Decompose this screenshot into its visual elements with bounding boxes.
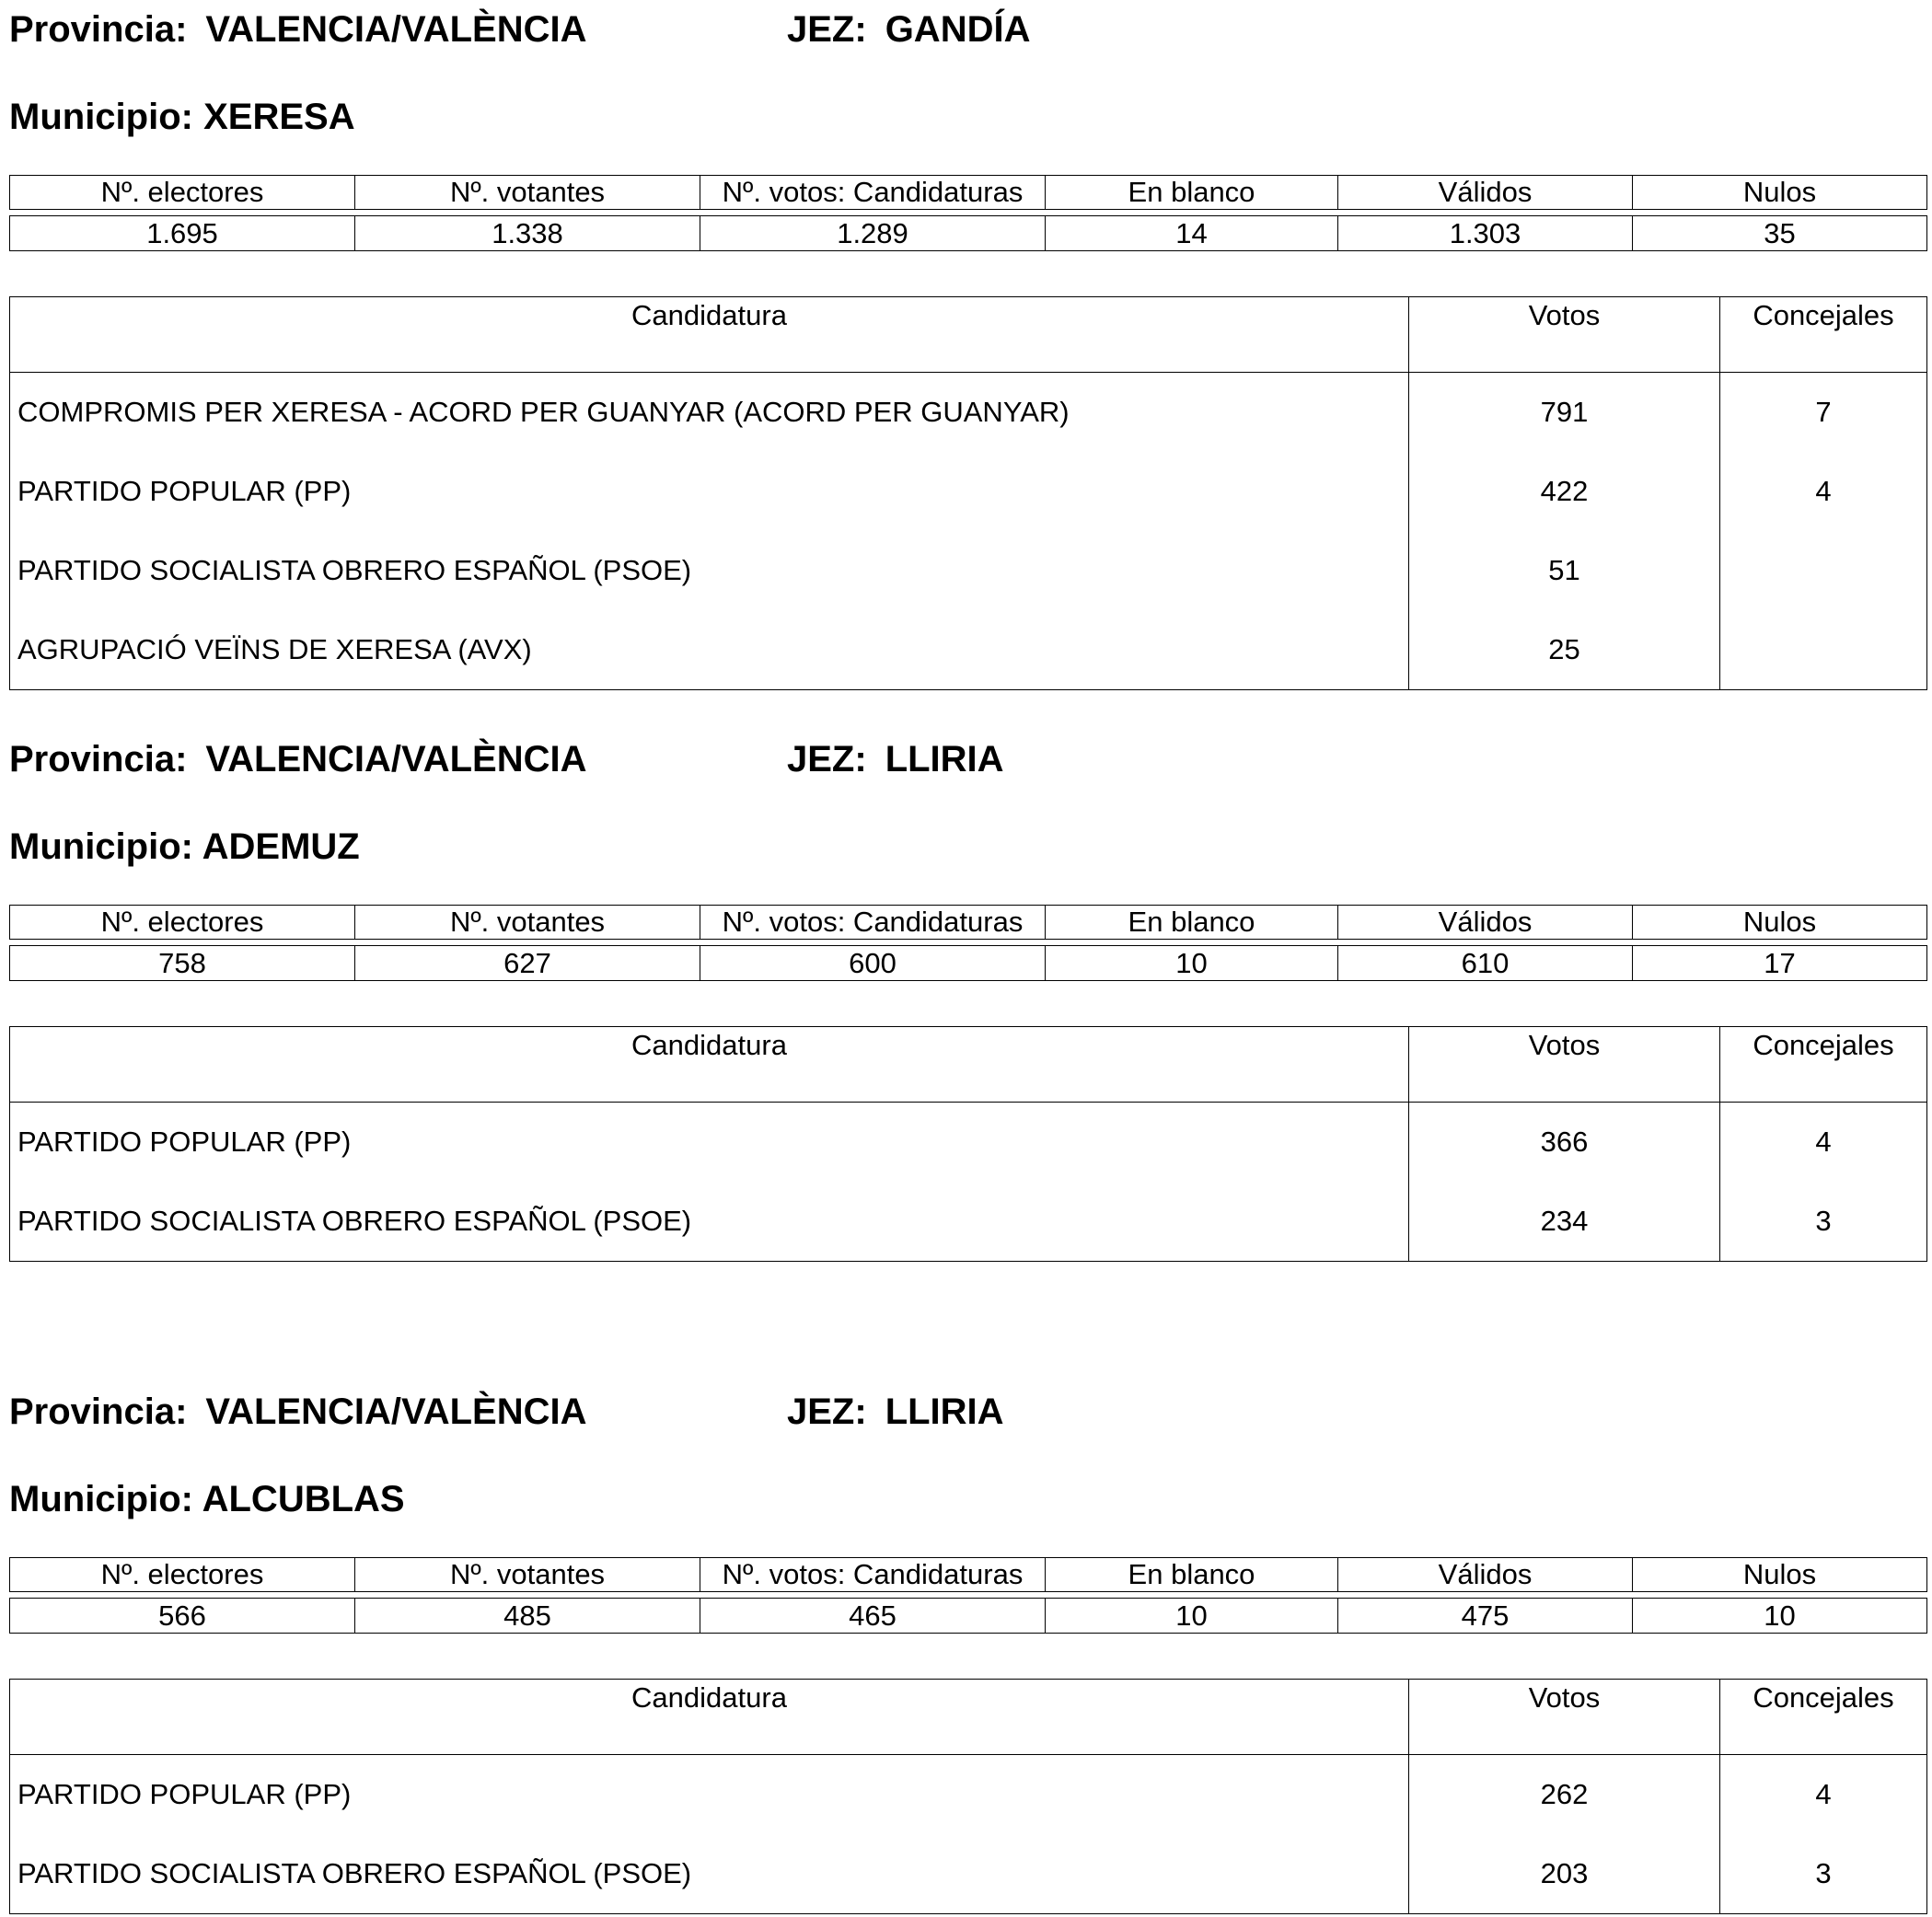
- provincia-label: Provincia:: [9, 739, 188, 780]
- stats-value-row: [10, 946, 1927, 981]
- stats-header-row: [10, 1558, 1927, 1592]
- stats-header-row: [10, 176, 1927, 210]
- stats-nulos: 10: [1633, 1599, 1927, 1634]
- jez-heading: [787, 737, 1004, 781]
- stats-header-votos-candidaturas: Nº. votos: Candidaturas: [700, 906, 1046, 940]
- candidaturas-header-row: [10, 297, 1927, 373]
- header-candidatura: Candidatura: [10, 297, 1409, 373]
- municipio-value: XERESA: [203, 97, 355, 137]
- header-votos: Votos: [1409, 1680, 1720, 1755]
- stats-header-votantes: Nº. votantes: [355, 1558, 700, 1592]
- municipio-label: Municipio:: [9, 97, 193, 137]
- candidaturas-header-row: [10, 1680, 1927, 1755]
- municipio-heading: [9, 825, 360, 869]
- candidatura-concejales: 4: [1720, 452, 1927, 531]
- candidatura-votos: 422: [1409, 452, 1720, 531]
- jez-value: GANDÍA: [885, 9, 1031, 50]
- jez-label: JEZ:: [787, 1392, 867, 1432]
- provincia-value: VALENCIA/VALÈNCIA: [205, 9, 587, 50]
- candidatura-concejales: [1720, 531, 1927, 610]
- stats-votantes: 627: [355, 946, 700, 981]
- candidaturas-table: [9, 1679, 1927, 1914]
- stats-header-votos-candidaturas: Nº. votos: Candidaturas: [700, 1558, 1046, 1592]
- stats-value-row: [10, 216, 1927, 251]
- jez-heading: [787, 7, 1030, 52]
- candidatura-votos: 203: [1409, 1834, 1720, 1914]
- candidatura-name: PARTIDO POPULAR (PP): [17, 475, 352, 507]
- municipio-section-xeresa: [0, 0, 1932, 665]
- header-concejales: Concejales: [1720, 1680, 1927, 1755]
- candidatura-votos: 791: [1409, 373, 1720, 453]
- stats-table: [9, 905, 1927, 981]
- table-row: [10, 1834, 1927, 1914]
- header-votos: Votos: [1409, 297, 1720, 373]
- stats-nulos: 35: [1633, 216, 1927, 251]
- candidatura-name: COMPROMIS PER XERESA - ACORD PER GUANYAR (ACORD PER GUANYAR): [17, 396, 1070, 428]
- candidatura-name: PARTIDO POPULAR (PP): [17, 1126, 352, 1158]
- stats-header-electores: Nº. electores: [10, 1558, 355, 1592]
- stats-value-row: [10, 1599, 1927, 1634]
- stats-header-en-blanco: En blanco: [1046, 1558, 1338, 1592]
- header-concejales: Concejales: [1720, 297, 1927, 373]
- stats-en-blanco: 10: [1046, 946, 1338, 981]
- jez-value: LLIRIA: [885, 739, 1004, 780]
- municipio-label: Municipio:: [9, 1479, 193, 1519]
- candidatura-concejales: 7: [1720, 373, 1927, 453]
- stats-electores: 758: [10, 946, 355, 981]
- candidatura-name: AGRUPACIÓ VEÏNS DE XERESA (AVX): [17, 633, 532, 665]
- candidatura-concejales: 3: [1720, 1182, 1927, 1262]
- table-row: [10, 1182, 1927, 1262]
- stats-header-validos: Válidos: [1338, 1558, 1633, 1592]
- stats-votos-candidaturas: 1.289: [700, 216, 1046, 251]
- jez-value: LLIRIA: [885, 1392, 1004, 1432]
- municipio-heading: [9, 95, 355, 139]
- stats-header-votos-candidaturas: Nº. votos: Candidaturas: [700, 176, 1046, 210]
- stats-table: [9, 1557, 1927, 1634]
- stats-en-blanco: 14: [1046, 216, 1338, 251]
- stats-validos: 475: [1338, 1599, 1633, 1634]
- stats-header-nulos: Nulos: [1633, 176, 1927, 210]
- provincia-heading: [9, 737, 587, 781]
- stats-votantes: 485: [355, 1599, 700, 1634]
- municipio-value: ADEMUZ: [202, 826, 360, 867]
- stats-header-en-blanco: En blanco: [1046, 176, 1338, 210]
- candidatura-concejales: 4: [1720, 1103, 1927, 1183]
- candidatura-votos: 366: [1409, 1103, 1720, 1183]
- candidatura-concejales: 3: [1720, 1834, 1927, 1914]
- table-row: [10, 610, 1927, 690]
- candidatura-votos: 51: [1409, 531, 1720, 610]
- header-concejales: Concejales: [1720, 1027, 1927, 1103]
- candidatura-concejales: [1720, 610, 1927, 690]
- candidatura-votos: 25: [1409, 610, 1720, 690]
- table-row: [10, 1103, 1927, 1183]
- provincia-heading: [9, 7, 587, 52]
- provincia-value: VALENCIA/VALÈNCIA: [205, 739, 587, 780]
- stats-header-electores: Nº. electores: [10, 176, 355, 210]
- jez-label: JEZ:: [787, 739, 867, 780]
- stats-votos-candidaturas: 465: [700, 1599, 1046, 1634]
- candidatura-votos: 234: [1409, 1182, 1720, 1262]
- stats-votos-candidaturas: 600: [700, 946, 1046, 981]
- table-row: [10, 452, 1927, 531]
- candidaturas-table: [9, 1026, 1927, 1262]
- stats-header-nulos: Nulos: [1633, 906, 1927, 940]
- candidatura-name: PARTIDO SOCIALISTA OBRERO ESPAÑOL (PSOE): [17, 1857, 692, 1889]
- header-candidatura: Candidatura: [10, 1027, 1409, 1103]
- header-candidatura: Candidatura: [10, 1680, 1409, 1755]
- municipio-section-ademuz: [0, 730, 1932, 1245]
- candidaturas-table: [9, 296, 1927, 690]
- municipio-value: ALCUBLAS: [202, 1479, 405, 1519]
- stats-table: [9, 175, 1927, 251]
- stats-header-validos: Válidos: [1338, 906, 1633, 940]
- provincia-label: Provincia:: [9, 1392, 188, 1432]
- candidatura-votos: 262: [1409, 1755, 1720, 1835]
- candidatura-name: PARTIDO SOCIALISTA OBRERO ESPAÑOL (PSOE): [17, 554, 692, 586]
- stats-electores: 566: [10, 1599, 355, 1634]
- stats-header-validos: Válidos: [1338, 176, 1633, 210]
- candidatura-name: PARTIDO SOCIALISTA OBRERO ESPAÑOL (PSOE): [17, 1205, 692, 1237]
- municipio-section-alcublas: [0, 1382, 1932, 1898]
- stats-en-blanco: 10: [1046, 1599, 1338, 1634]
- stats-header-votantes: Nº. votantes: [355, 906, 700, 940]
- jez-heading: [787, 1390, 1004, 1434]
- provincia-label: Provincia:: [9, 9, 188, 50]
- provincia-value: VALENCIA/VALÈNCIA: [205, 1392, 587, 1432]
- candidaturas-header-row: [10, 1027, 1927, 1103]
- stats-votantes: 1.338: [355, 216, 700, 251]
- provincia-heading: [9, 1390, 587, 1434]
- municipio-label: Municipio:: [9, 826, 193, 867]
- jez-label: JEZ:: [787, 9, 867, 50]
- stats-validos: 610: [1338, 946, 1633, 981]
- header-votos: Votos: [1409, 1027, 1720, 1103]
- stats-header-row: [10, 906, 1927, 940]
- stats-validos: 1.303: [1338, 216, 1633, 251]
- candidatura-concejales: 4: [1720, 1755, 1927, 1835]
- table-row: [10, 531, 1927, 610]
- candidatura-name: PARTIDO POPULAR (PP): [17, 1778, 352, 1810]
- stats-header-nulos: Nulos: [1633, 1558, 1927, 1592]
- stats-electores: 1.695: [10, 216, 355, 251]
- table-row: [10, 1755, 1927, 1835]
- table-row: [10, 373, 1927, 453]
- stats-header-electores: Nº. electores: [10, 906, 355, 940]
- stats-nulos: 17: [1633, 946, 1927, 981]
- stats-header-en-blanco: En blanco: [1046, 906, 1338, 940]
- municipio-heading: [9, 1477, 405, 1521]
- stats-header-votantes: Nº. votantes: [355, 176, 700, 210]
